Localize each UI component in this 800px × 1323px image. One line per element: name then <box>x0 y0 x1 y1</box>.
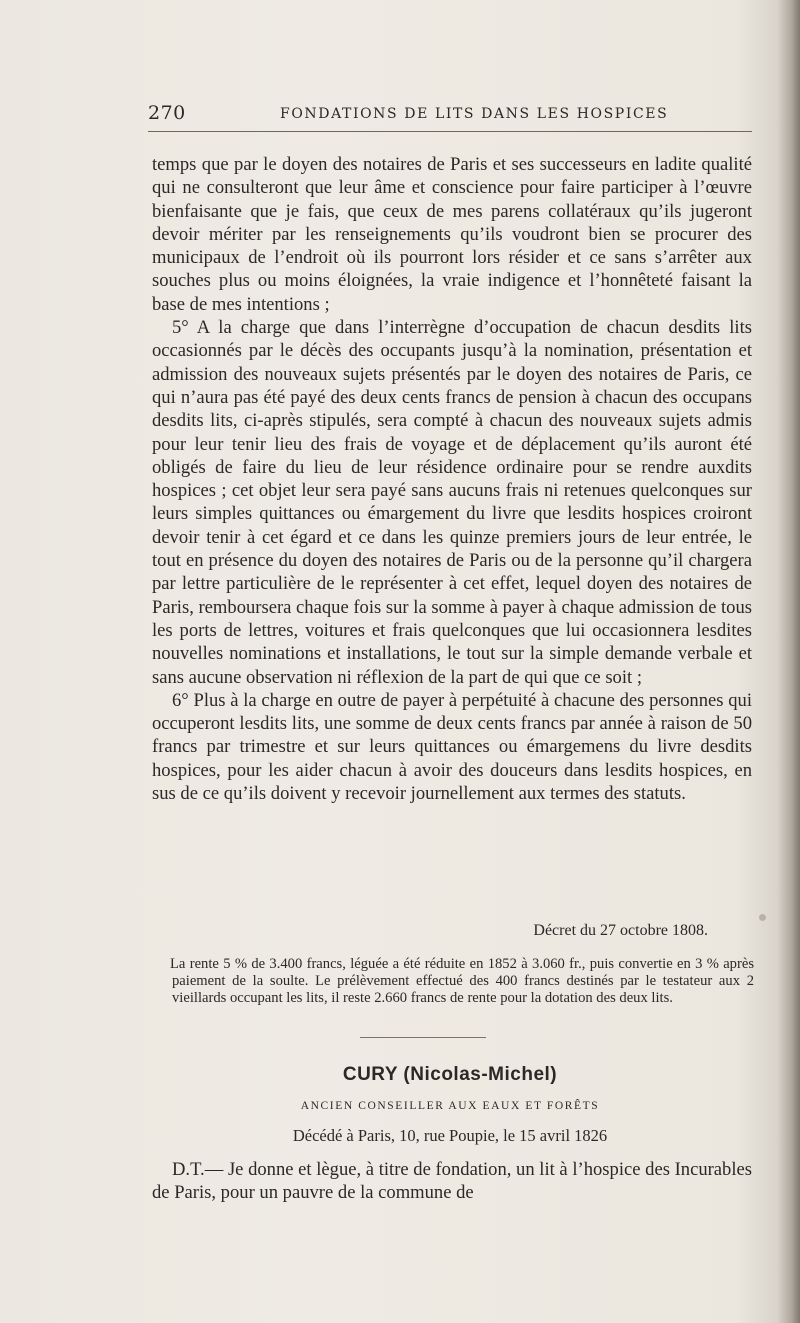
founder-name-heading: CURY (Nicolas-Michel) <box>342 1064 558 1085</box>
decree-reference: Décret du 27 octobre 1808. <box>533 922 708 939</box>
page-header <box>148 100 748 128</box>
header-rule <box>148 131 752 132</box>
founder-role: ANCIEN CONSEILLER AUX EAUX ET FORÊTS <box>300 1100 600 1112</box>
paragraph-clause-5: 5° A la charge que dans l’interrègne d’occupation de chacun desdits lits occasionnés par le décès des occupants jusqu’à la nomination, présentation et admission des nouveaux sujets présentés par le doyen des notaires de Paris, ce qui n’aura pas été payé des deux cents francs de pension à chacun des occupans desdits lits, ci-après stipulés, sera compté à chacun des nouveaux sujets admis pour leur tenir lieu des frais de voyage et de déplacement qu’ils auront été obligés de faire du lieu de leur résidence ordinaire pour se rendre auxdits hospices ; cet objet leur sera payé sans aucuns frais ni retenues quelconques sur leurs simples quittances ou émargement du livre que lesdits hospices croiront devoir tenir à cet égard et ce dans les quinze premiers jours de leur entrée, le tout en présence du doyen des notaires de Paris ou de la personne qu’il chargera par lettre particulière de le représenter à cet effet, lequel doyen des notaires de Paris, remboursera chaque fois sur la somme à payer à chaque admission de tous les ports de lettres, voitures et frais quelconques que lui occasionnera lesdites nouvelles nominations et installations, le tout sur la simple demande verbale et sans aucune observation ni réflexion de la part de qui que ce soit ; <box>152 317 752 688</box>
paper-fleck <box>759 914 766 921</box>
section-divider <box>360 1037 486 1038</box>
running-title: FONDATIONS DE LITS DANS LES HOSPICES <box>280 106 669 122</box>
page-edge-shadow <box>778 0 800 1323</box>
paragraph-clause-6: 6° Plus à la charge en outre de payer à perpétuité à chacune des personnes qui occuperont lesdits lits, une somme de deux cents francs par année à raison de 50 francs par trimestre et sur leurs quittances ou émargemens du livre desdits hospices, pour les aider chacun à avoir des douceurs dans lesdits hospices, en sus de ce qu’ils doivent y recevoir journellement aux termes des statuts. <box>152 689 752 805</box>
page-number: 270 <box>148 102 186 124</box>
main-text <box>152 153 752 805</box>
bequest-paragraph: D.T.— Je donne et lègue, à titre de fondation, un lit à l’hospice des Incurables de Paris, pour un pauvre de la commune de <box>152 1159 753 1204</box>
bequest-text <box>152 1158 752 1205</box>
founder-death-info: Décédé à Paris, 10, rue Poupie, le 15 avril 1826 <box>292 1126 608 1145</box>
footnote: La rente 5 % de 3.400 francs, léguée a été réduite en 1852 à 3.060 fr., puis convertie en 3 % après paiement de la soulte. Le prélèvement effectué des 400 francs destinés par le testateur aux 2 vieillards occupant les lits, il reste 2.660 francs de rente pour la dotation des deux lits. <box>170 956 754 1006</box>
paragraph-continuation: temps que par le doyen des notaires de Paris et ses successeurs en ladite qualité qui ne consulteront que leur âme et conscience pour faire participer à l’œuvre bienfaisante que je fais, que ceux de mes parens collatéraux qu’ils jugeront devoir mériter par les renseignements qu’ils voudront bien se procurer des municipaux de l’endroit où ils pourront lors résider et ce sans s’arrêter aux souches plus ou moins éloignées, la vraie indigence et l’honnêteté faisant la base de mes intentions ; <box>152 154 752 315</box>
